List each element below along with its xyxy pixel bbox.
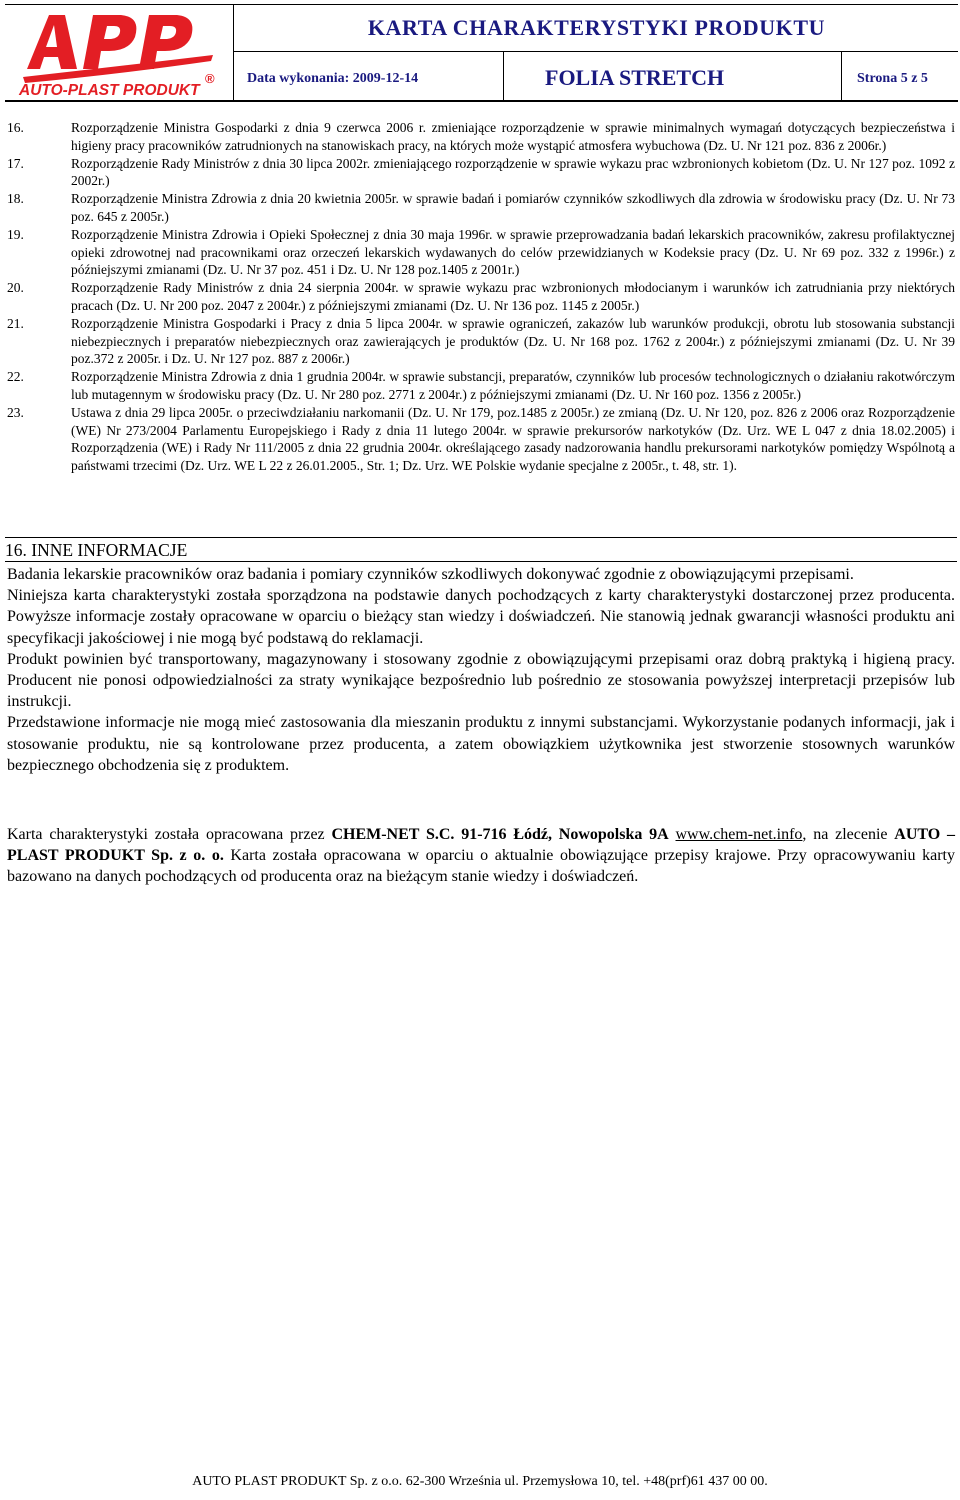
page-header: [5, 4, 958, 102]
other-information: [7, 564, 955, 776]
list-item-number: 20.: [7, 280, 24, 296]
list-item-text: Rozporządzenie Ministra Gospodarki i Pracy z dnia 5 lipca 2004r. w sprawie ograniczeń, zakazów lub warunków produkcji, obrotu lub stosowania substancji niebezpiecznych i preparatów niebezpiecznych oraz zawierających je produktów (Dz. U. Nr 168 poz. 1762 z 2004r.) z późniejszymi zmianami (Dz. U. Nr 39 poz.372 z 2005r. i Dz. U. Nr 127 poz. 887 z 2006r.): [71, 316, 955, 367]
author-website-link[interactable]: www.chem-net.info: [675, 826, 803, 843]
list-item-number: 19.: [7, 227, 24, 243]
list-item: [7, 190, 955, 225]
list-item: [7, 155, 955, 190]
header-divider: [841, 51, 842, 100]
list-item-text: Rozporządzenie Rady Ministrów z dnia 30 lipca 2002r. zmieniającego rozporządzenie w sprawie wykazu prac wzbronionych kobietom (Dz. U. Nr 127 poz. 1092 z 2002r.): [71, 155, 955, 189]
list-item-number: 17.: [7, 155, 24, 171]
authorship-text: , na zlecenie: [802, 826, 895, 843]
list-item-text: Ustawa z dnia 29 lipca 2005r. o przeciwdziałaniu narkomanii (Dz. U. Nr 179, poz.1485 z 2005r.) ze zmianą (Dz. U. Nr 120, poz. 826 z 2006 oraz Rozporządzenie (WE) Nr 273/2004 Parlamentu Europejskiego i Rady z dnia 11 lutego 2004r. w sprawie prekursorów narkotyków (Dz. Urz. WE L 047 z dnia 18.02.2005) i Rozporządzenia (WE) i Rady Nr 111/2005 z dnia 22 grudnia 2004r. określającego zasady nadzorowania handlu prekursorami narkotyków pomiędzy Wspólnotą a państwami trzecimi (Dz. Urz. WE L 22 z 26.01.2005., Str. 1; Dz. Urz. WE Polskie wydanie specjalne z 2005r., t. 48, str. 1).: [71, 405, 955, 473]
info-paragraph: Produkt powinien być transportowany, magazynowany i stosowany zgodnie z obowiązującymi przepisami oraz dobrą praktyką i higieną pracy. Producent nie ponosi odpowiedzialności za straty wynikające bezpośrednio lub pośrednio ze stosowania powyższej interpretacji przepisów lub instrukcji.: [7, 650, 955, 711]
list-item-number: 23.: [7, 405, 24, 420]
list-item-number: 21.: [7, 316, 24, 332]
list-item-text: Rozporządzenie Ministra Zdrowia z dnia 1 grudnia 2004r. w sprawie substancji, preparatów, czynników lub procesów technologicznych o działaniu rakotwórczym lub mutagennym w środowisku pracy (Dz. U. Nr 280 poz. 2771 z 2004r.) z późniejszymi zmianami (Dz. U. Nr 160 poz. 1356 z 2005r.): [71, 369, 955, 402]
authorship-paragraph: [7, 824, 955, 888]
list-item: [7, 368, 955, 403]
info-paragraph: Niniejsza karta charakterystyki została sporządzona na podstawie danych pochodzących z karty charakterystyki dostarczonej przez producenta. Powyższe informacje zostały opracowane w oparciu o bieżący stan wiedzy i doświadczeń. Nie stanowią jednak gwarancji własności produktu ani specyfikacji jakościowej i nie mogą być podstawą do reklamacji.: [7, 587, 955, 647]
regulations-list: [7, 119, 955, 475]
header-divider: [233, 5, 234, 100]
info-paragraph: Przedstawione informacje nie mogą mieć zastosowania dla mieszanin produktu z innymi substancjami. Wykorzystanie podanych informacji, jak i stosowanie produktu, nie są kontrolowane przez producenta, a zatem obowiązkiem użytkownika jest stworzenie stosownych warunków bezpiecznego obchodzenia się z produktem.: [7, 714, 955, 774]
page-footer: AUTO PLAST PRODUKT Sp. z o.o. 62-300 Września ul. Przemysłowa 10, tel. +48(prf)61 437 00 00.: [192, 1474, 768, 1489]
list-item: [7, 404, 955, 474]
page-number: Strona 5 z 5: [857, 71, 928, 86]
list-item: [7, 119, 955, 154]
list-item-text: Rozporządzenie Ministra Zdrowia i Opieki Społecznej z dnia 30 maja 1996r. w sprawie przeprowadzania badań lekarskich pracowników, zakresu profilaktycznej opieki zdrowotnej nad pracownikami oraz orzeczeń lekarskich wydawanych do celów przewidzianych w Kodeksie pracy (Dz. U. Nr 69 poz. 332 z 1996r.) z późniejszymi zmianami (Dz. U. Nr 37 poz. 451 i Dz. U. Nr 128 poz.1405 z 2001r.): [71, 227, 955, 278]
logo-subtext: AUTO-PLAST PRODUKT: [19, 82, 200, 97]
list-item-text: Rozporządzenie Ministra Gospodarki z dnia 9 czerwca 2006 r. zmieniające rozporządzenie w sprawie minimalnych wymagań dotyczących bezpieczeństwa i higieny pracy pracowników zatrudnionych na stanowiskach pracy, na których może wystąpić atmosfera wybuchowa (Dz. U. Nr 121 poz. 836 z 2006r.): [71, 120, 955, 153]
list-item-text: Rozporządzenie Ministra Zdrowia z dnia 20 kwietnia 2005r. w sprawie badań i pomiarów czynników szkodliwych dla zdrowia w środowisku pracy (Dz. U. Nr 73 poz. 645 z 2005r.): [71, 191, 955, 224]
list-item: [7, 315, 955, 368]
registered-mark: ®: [205, 71, 215, 86]
list-item-number: 22.: [7, 369, 24, 385]
product-name: FOLIA STRETCH: [545, 65, 725, 90]
author-company: CHEM-NET S.C. 91-716 Łódź, Nowopolska 9A: [331, 826, 669, 843]
creation-date: Data wykonania: 2009-12-14: [247, 71, 419, 86]
list-item: [7, 279, 955, 314]
list-item-text: Rozporządzenie Rady Ministrów z dnia 24 sierpnia 2004r. w sprawie wykazu prac wzbronionych młodocianym i warunków ich zatrudniania przy niektórych pracach (Dz. U. Nr 200 poz. 2047 z 2004r.) z późniejszymi zmianami (Dz. U. Nr 136 poz. 1145 z 2005r.): [71, 280, 955, 313]
app-logo: [13, 11, 223, 97]
authorship-text: Karta została opracowana w oparciu o aktualnie obowiązujące przepisy krajowe. Przy opracowywaniu karty bazowano na danych pochodzących od producenta oraz na bieżącym stanie wiedzy i doświadczeń.: [7, 847, 955, 886]
authorship-note: [7, 824, 955, 888]
list-item-number: 18.: [7, 191, 24, 207]
header-divider-horizontal: [233, 51, 958, 52]
authorship-text: Karta charakterystyki została opracowana przez: [7, 826, 332, 843]
authorship-text: [669, 826, 676, 843]
client-company: AUTO – PLAST PRODUKT Sp. z o. o.: [7, 826, 956, 865]
document-title: KARTA CHARAKTERYSTYKI PRODUKTU: [367, 15, 826, 40]
info-paragraph: Badania lekarskie pracowników oraz badania i pomiary czynników szkodliwych dokonywać zgodnie z obowiązującymi przepisami.: [7, 566, 854, 583]
header-divider: [503, 51, 504, 100]
list-item: [7, 226, 955, 279]
section-heading: 16. INNE INFORMACJE: [5, 537, 957, 562]
list-item-number: 16.: [7, 120, 24, 135]
